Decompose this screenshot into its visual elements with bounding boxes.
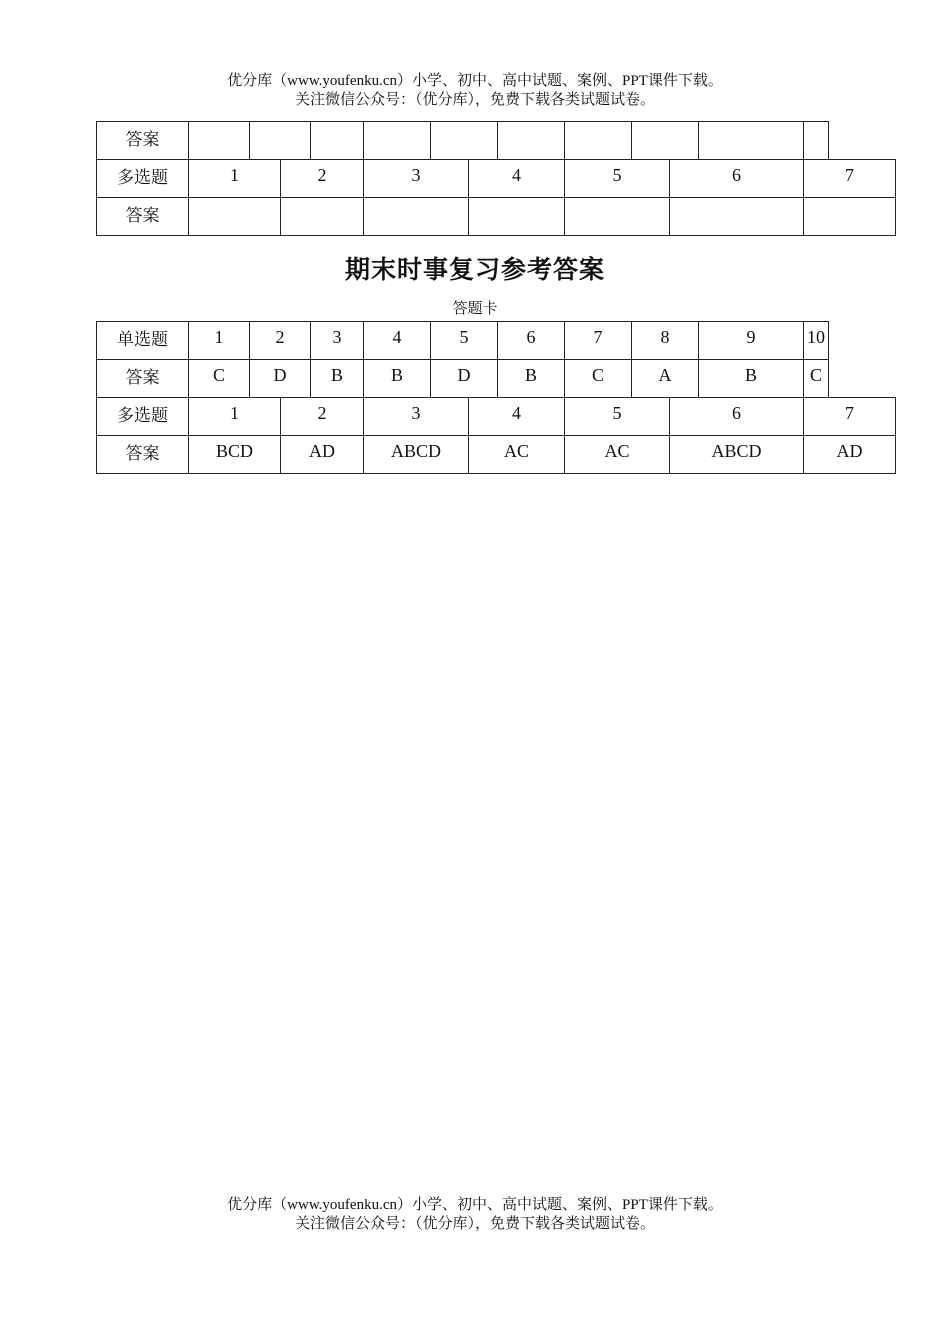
multi-answer-cell: AC [565, 436, 670, 474]
multi-answer-row [97, 436, 896, 474]
footer-line-2: 关注微信公众号：（优分库），免费下载各类试题试卷。 [294, 1216, 655, 1232]
single-choice-label: 单选题 [97, 322, 189, 360]
blank-answer-cell [804, 122, 829, 160]
multi-number-cell: 5 [565, 398, 670, 436]
blank-answer-cell [670, 198, 804, 236]
footer-line-1: 优分库（www.youfenku.cn）小学、初中、高中试题、案例、PPT课件下载。 [227, 1197, 723, 1213]
multi-number-cell: 5 [565, 160, 670, 198]
multi-number-cell: 4 [469, 160, 565, 198]
single-answer-cell: B [699, 360, 804, 398]
answer-label: 答案 [97, 360, 189, 398]
single-answer-cell: C [189, 360, 250, 398]
single-answer-cell: C [565, 360, 632, 398]
blank-answer-cell [189, 122, 250, 160]
blank-answer-cell [250, 122, 311, 160]
answer-label: 答案 [97, 122, 189, 160]
multi-number-cell: 7 [804, 160, 896, 198]
multi-number-cell: 6 [670, 160, 804, 198]
single-answer-cell: D [431, 360, 498, 398]
multi-answer-cell: ABCD [670, 436, 804, 474]
single-number-cell: 9 [699, 322, 804, 360]
page-footer [0, 1196, 950, 1234]
answer-label: 答案 [97, 436, 189, 474]
multi-number-cell: 3 [364, 398, 469, 436]
blank-answer-cell [281, 198, 364, 236]
multi-number-row [97, 160, 896, 198]
single-number-cell: 4 [364, 322, 431, 360]
multi-number-cell: 1 [189, 398, 281, 436]
blank-answer-cell [189, 198, 281, 236]
blank-answer-cell [311, 122, 364, 160]
multi-number-row [97, 398, 896, 436]
multi-number-cell: 7 [804, 398, 896, 436]
single-number-cell: 8 [632, 322, 699, 360]
multi-number-cell: 6 [670, 398, 804, 436]
blank-answer-cell [431, 122, 498, 160]
header-line-1: 优分库（www.youfenku.cn）小学、初中、高中试题、案例、PPT课件下载。 [227, 73, 723, 89]
multi-answer-cell: BCD [189, 436, 281, 474]
single-number-cell: 2 [250, 322, 311, 360]
answer-key-table [96, 321, 896, 474]
multi-number-cell: 1 [189, 160, 281, 198]
blank-answer-cell [498, 122, 565, 160]
single-number-cell: 3 [311, 322, 364, 360]
blank-answer-cell [364, 198, 469, 236]
single-answer-cell: D [250, 360, 311, 398]
blank-answer-cell [632, 122, 699, 160]
answer-label: 答案 [97, 198, 189, 236]
blank-answer-cell [804, 198, 896, 236]
single-number-cell: 5 [431, 322, 498, 360]
page-header [0, 72, 950, 110]
multi-number-cell: 3 [364, 160, 469, 198]
blank-answer-cell [565, 122, 632, 160]
multi-answer-cell: AD [281, 436, 364, 474]
header-line-2: 关注微信公众号：（优分库），免费下载各类试题试卷。 [294, 92, 655, 108]
blank-answer-cell [469, 198, 565, 236]
single-answer-cell: B [311, 360, 364, 398]
single-number-cell: 1 [189, 322, 250, 360]
single-number-row [97, 322, 896, 360]
single-number-cell: 7 [565, 322, 632, 360]
single-answer-cell: B [498, 360, 565, 398]
single-number-cell: 6 [498, 322, 565, 360]
multi-number-cell: 2 [281, 398, 364, 436]
multi-choice-label: 多选题 [97, 398, 189, 436]
multi-choice-label: 多选题 [97, 160, 189, 198]
multi-answer-row-blank [97, 198, 896, 236]
multi-answer-cell: AC [469, 436, 565, 474]
single-answer-row [97, 360, 896, 398]
multi-answer-cell: AD [804, 436, 896, 474]
blank-answer-cell [699, 122, 804, 160]
multi-number-cell: 4 [469, 398, 565, 436]
multi-answer-cell: ABCD [364, 436, 469, 474]
single-answer-cell: C [804, 360, 829, 398]
blank-answer-cell [565, 198, 670, 236]
page-title: 期末时事复习参考答案 [344, 255, 605, 284]
single-answer-cell: B [364, 360, 431, 398]
single-answer-cell: A [632, 360, 699, 398]
blank-answer-table [96, 121, 896, 236]
multi-number-cell: 2 [281, 160, 364, 198]
answer-card-subtitle: 答题卡 [452, 299, 498, 317]
single-answer-row-blank [97, 122, 896, 160]
single-number-cell: 10 [804, 322, 829, 360]
blank-answer-cell [364, 122, 431, 160]
